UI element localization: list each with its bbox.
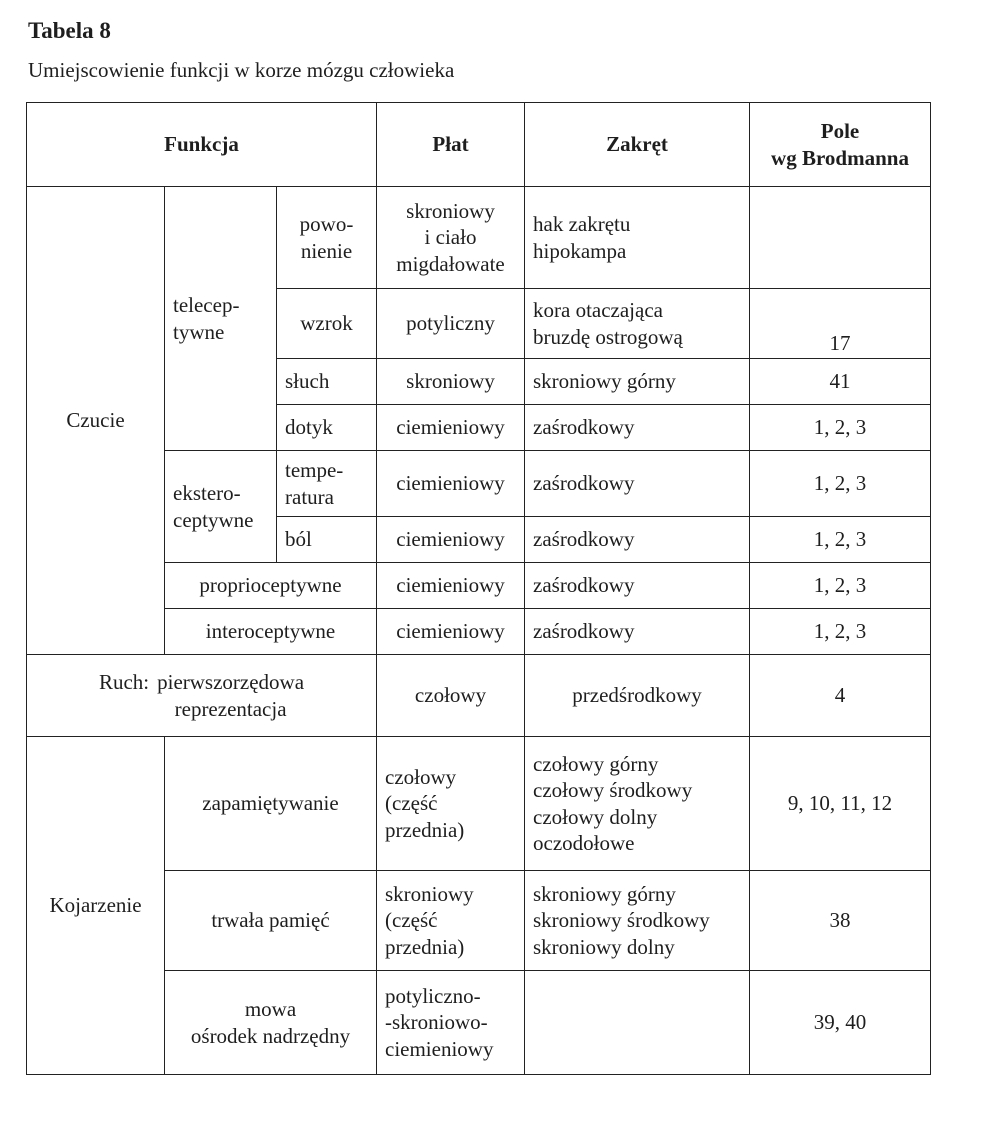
ruch-description: pierwszorzędowa reprezentacja <box>157 670 305 721</box>
field-cell: 38 <box>750 871 931 971</box>
gyrus-cell: czołowy górny czołowy środkowy czołowy dolny oczodołowe <box>525 737 750 871</box>
table-number: Tabela 8 <box>28 18 111 43</box>
field-cell: 1, 2, 3 <box>750 563 931 609</box>
lobe-cell: skroniowy <box>377 359 525 405</box>
table-row <box>27 187 931 289</box>
brain-function-table <box>26 102 931 1075</box>
subcategory-proprioceptive: proprioceptywne <box>165 563 377 609</box>
table-row <box>27 737 931 871</box>
field-cell: 1, 2, 3 <box>750 405 931 451</box>
function-cell: zapamiętywanie <box>165 737 377 871</box>
field-cell: 1, 2, 3 <box>750 517 931 563</box>
table-row <box>27 655 931 737</box>
gyrus-cell: zaśrodkowy <box>525 405 750 451</box>
category-kojarzenie: Kojarzenie <box>27 737 165 1075</box>
category-ruch <box>27 655 377 737</box>
gyrus-cell: zaśrodkowy <box>525 609 750 655</box>
lobe-cell: ciemieniowy <box>377 517 525 563</box>
field-cell: 4 <box>750 655 931 737</box>
sense-cell: ból <box>277 517 377 563</box>
field-cell: 39, 40 <box>750 971 931 1075</box>
header-lobe: Płat <box>377 103 525 187</box>
gyrus-cell: przedśrodkowy <box>525 655 750 737</box>
sense-cell: dotyk <box>277 405 377 451</box>
gyrus-cell: kora otaczająca bruzdę ostrogową <box>525 289 750 359</box>
header-function: Funkcja <box>27 103 377 187</box>
lobe-cell: czołowy (część przednia) <box>377 737 525 871</box>
sense-cell: wzrok <box>277 289 377 359</box>
field-cell: 1, 2, 3 <box>750 609 931 655</box>
gyrus-cell: zaśrodkowy <box>525 517 750 563</box>
sense-cell: słuch <box>277 359 377 405</box>
lobe-cell: skroniowy (część przednia) <box>377 871 525 971</box>
subcategory-interoceptive: interoceptywne <box>165 609 377 655</box>
gyrus-cell: hak zakrętu hipokampa <box>525 187 750 289</box>
header-brodmann: Pole wg Brodmanna <box>750 103 931 187</box>
lobe-cell: ciemieniowy <box>377 405 525 451</box>
lobe-cell: potyliczny <box>377 289 525 359</box>
table-caption: Umiejscowienie funkcji w korze mózgu człowieka <box>28 58 455 82</box>
field-cell: 41 <box>750 359 931 405</box>
lobe-cell: czołowy <box>377 655 525 737</box>
header-row <box>27 103 931 187</box>
category-czucie: Czucie <box>27 187 165 655</box>
gyrus-cell <box>525 971 750 1075</box>
gyrus-cell: skroniowy górny skroniowy środkowy skroniowy dolny <box>525 871 750 971</box>
function-cell: mowa ośrodek nadrzędny <box>165 971 377 1075</box>
header-gyrus: Zakręt <box>525 103 750 187</box>
lobe-cell: potyliczno- -skroniowo- ciemieniowy <box>377 971 525 1075</box>
lobe-cell: ciemieniowy <box>377 609 525 655</box>
lobe-cell: ciemieniowy <box>377 563 525 609</box>
field-cell: 9, 10, 11, 12 <box>750 737 931 871</box>
lobe-cell: skroniowy i ciało migdałowate <box>377 187 525 289</box>
subcategory-exteroceptive: ekstero- ceptywne <box>165 451 277 563</box>
sense-cell: tempe- ratura <box>277 451 377 517</box>
gyrus-cell: zaśrodkowy <box>525 563 750 609</box>
gyrus-cell: zaśrodkowy <box>525 451 750 517</box>
field-cell: 1, 2, 3 <box>750 451 931 517</box>
field-cell <box>750 187 931 289</box>
subcategory-teleceptive: telecep- tywne <box>165 187 277 451</box>
function-cell: trwała pamięć <box>165 871 377 971</box>
ruch-label: Ruch: <box>98 670 150 695</box>
lobe-cell: ciemieniowy <box>377 451 525 517</box>
gyrus-cell: skroniowy górny <box>525 359 750 405</box>
sense-cell: powo- nienie <box>277 187 377 289</box>
field-cell: 17 <box>750 289 931 359</box>
